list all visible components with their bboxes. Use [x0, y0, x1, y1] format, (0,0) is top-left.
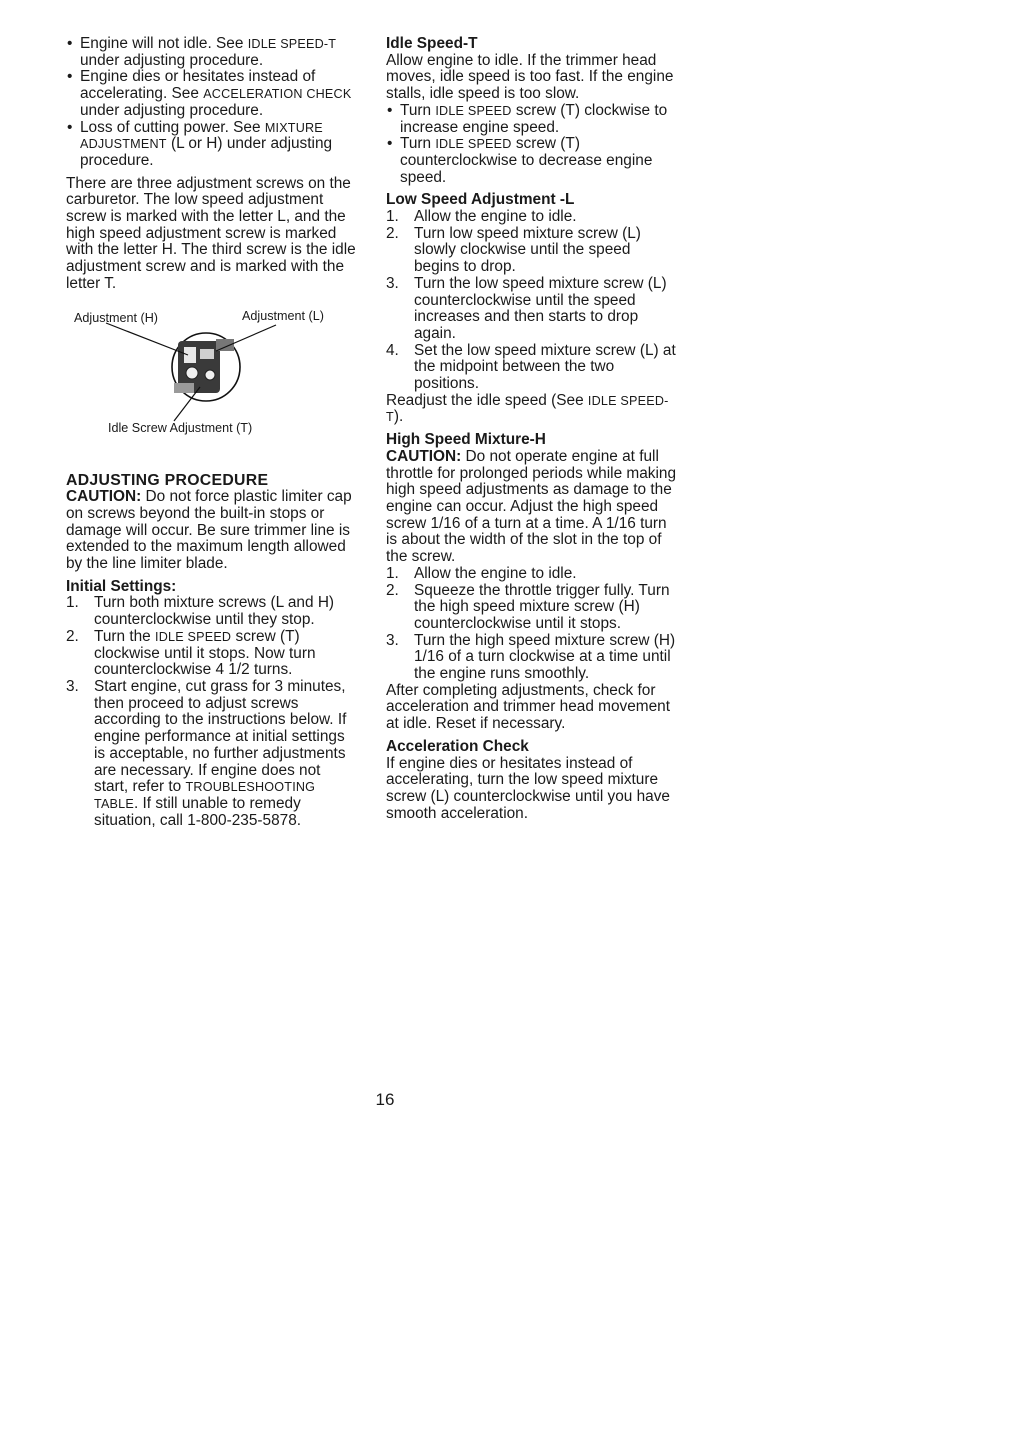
cross-reference: MIXTURE ADJUSTMENT — [80, 120, 323, 152]
symptom-list — [66, 36, 358, 170]
list-item: 1. Turn both mixture screws (L and H) counterclockwise until they stop. — [66, 594, 335, 629]
cross-reference: IDLE SPEED — [435, 103, 512, 118]
low-speed-heading: Low Speed Adjustment -L — [386, 191, 575, 209]
idle-speed-heading: Idle Speed-T — [386, 35, 478, 52]
caution-paragraph: CAUTION: Do not force plastic limiter cap on screws beyond the built-in stops or damage will occur. Be sure trimmer line is extended to the maximum length allowed by the line limiter blade. — [66, 488, 352, 573]
high-speed-steps — [386, 566, 678, 683]
list-item: 1. Allow the engine to idle. — [386, 564, 577, 582]
cross-reference: IDLE SPEED-T — [247, 37, 337, 51]
list-item: • Engine dies or hesitates instead of accelerating. See ACCELERATION CHECK under adjusting procedure. — [66, 69, 358, 119]
list-item: 3. Start engine, cut grass for 3 minutes, then proceed to adjust screws according to the instructions below. If engine performance at initial settings is acceptable, no further adjustments are necessary. If engine does not start, refer to TROUBLESHOOTING TABLE. If still unable to remedy situation, call 1-800-235-5878. — [66, 677, 347, 829]
list-item: 4. Set the low speed mixture screw (L) at the midpoint between the two positions. — [386, 341, 676, 393]
carburetor-figure — [66, 308, 358, 451]
high-speed-heading: High Speed Mixture-H — [386, 431, 546, 449]
list-item: 2. Turn low speed mixture screw (L) slowly clockwise until the speed begins to drop. — [386, 224, 641, 276]
list-item: 2. Squeeze the throttle trigger fully. Turn the high speed mixture screw (H) counterclockwise until it stops. — [386, 581, 670, 632]
list-item: 3. Turn the low speed mixture screw (L) counterclockwise until the speed increases and then starts to drop again. — [386, 274, 667, 342]
list-item: • Turn IDLE SPEED screw (T) clockwise to increase engine speed. — [386, 103, 678, 136]
list-item: • Turn IDLE SPEED screw (T) counterclockwise to decrease engine speed. — [386, 136, 678, 186]
adjusting-procedure-heading: ADJUSTING PROCEDURE — [66, 471, 269, 489]
adjustment-h-label: Adjustment (H) — [74, 310, 158, 325]
readjust-text: Readjust the idle speed (See IDLE SPEED-T). — [386, 391, 669, 426]
after-adjustments-text: After completing adjustments, check for acceleration and trimmer head movement at idle. Reset if necessary. — [386, 681, 671, 733]
cross-reference: IDLE SPEED — [155, 629, 232, 644]
adjustment-l-label: Adjustment (L) — [242, 308, 324, 323]
page-number: 16 — [375, 1090, 395, 1109]
acceleration-check-heading: Acceleration Check — [386, 737, 529, 755]
list-item: 1. Allow the engine to idle. — [386, 208, 577, 226]
left-column — [66, 36, 358, 829]
screws-paragraph: There are three adjustment screws on the carburetor. The low speed adjustment screw is marked with the letter L, and the high speed adjustment screw is marked with the letter H. The third screw is the idle adjustment screw and is marked with the letter T. — [66, 174, 356, 292]
right-column — [386, 36, 678, 822]
idle-screw-label: Idle Screw Adjustment (T) — [108, 420, 253, 435]
list-item: 3. Turn the high speed mixture screw (H) 1/16 of a turn clockwise at a time until the engine runs smoothly. — [386, 631, 676, 683]
cross-reference: IDLE SPEED-T — [386, 393, 669, 425]
cross-reference: IDLE SPEED — [435, 137, 512, 152]
acceleration-check-text: If engine dies or hesitates instead of accelerating, turn the low speed mixture screw (L) counterclockwise until you have smooth acceleration. — [386, 754, 670, 822]
idle-speed-list — [386, 103, 678, 187]
cross-reference: ACCELERATION CHECK — [203, 87, 352, 102]
list-item: • Engine will not idle. See IDLE SPEED-T under adjusting procedure. — [66, 36, 358, 69]
initial-settings-steps — [66, 595, 358, 829]
list-item: 2. Turn the IDLE SPEED screw (T) clockwise until it stops. Now turn counterclockwise 4 1/2 turns. — [66, 627, 316, 679]
cross-reference: TROUBLESHOOTING TABLE — [94, 780, 316, 811]
list-item: • Loss of cutting power. See MIXTURE ADJUSTMENT (L or H) under adjusting procedure. — [66, 120, 358, 170]
caution-paragraph: CAUTION: Do not operate engine at full throttle for prolonged periods while making high speed adjustments as damage to the engine can occur. Adjust the high speed screw 1/16 of a turn at a time. A 1/16 turn is about the width of the slot in the top of the screw. — [386, 447, 677, 566]
low-speed-steps — [386, 209, 678, 393]
initial-settings-heading: Initial Settings: — [66, 577, 177, 595]
idle-speed-text: Allow engine to idle. If the trimmer head moves, idle speed is too fast. If the engine stalls, idle speed is too slow. — [386, 51, 674, 103]
caution-label: CAUTION: — [386, 447, 462, 465]
caution-label: CAUTION: — [66, 488, 142, 506]
